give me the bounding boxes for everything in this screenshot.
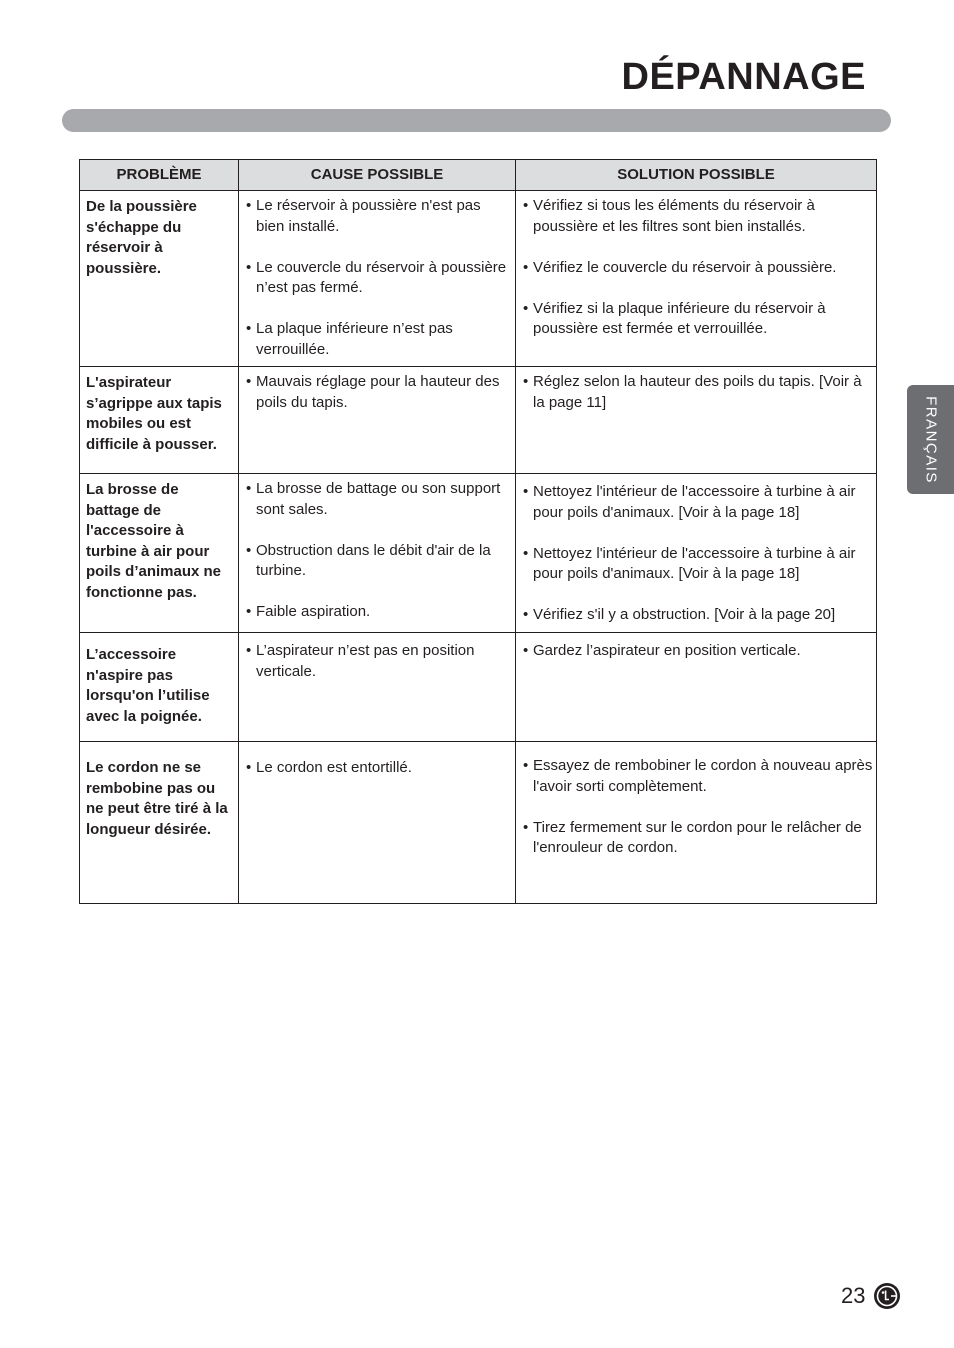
cause-cell	[239, 742, 516, 904]
table-header-row	[80, 160, 877, 191]
cause-cell	[239, 633, 516, 742]
list-item: • Gardez l’aspirateur en position verticale.	[523, 642, 801, 659]
list-item: • Réglez selon la hauteur des poils du tapis. [Voir à la page 11]	[523, 373, 862, 411]
problem-cell: La brosse de battage de l'accessoire à turbine à air pour poils d’animaux ne fonctionne pas.	[80, 474, 239, 633]
list-item: • Nettoyez l'intérieur de l'accessoire à turbine à air pour poils d'animaux. [Voir à la page 18]	[523, 483, 856, 521]
list-item: • Le cordon est entortillé.	[246, 759, 412, 776]
problem-cell: L'aspirateur s’agrippe aux tapis mobiles ou est difficile à pousser.	[80, 367, 239, 474]
solution-cell	[516, 474, 877, 633]
list-item: • La plaque inférieure n’est pas verrouillée.	[246, 320, 453, 358]
cause-cell	[239, 474, 516, 633]
list-item: • Faible aspiration.	[246, 603, 371, 620]
troubleshooting-table	[79, 159, 877, 904]
list-item: • Le couvercle du réservoir à poussière n’est pas fermé.	[246, 258, 507, 296]
title-underline-bar	[62, 109, 891, 132]
list-item: • Essayez de rembobiner le cordon à nouveau après l'avoir sorti complètement.	[523, 757, 873, 795]
list-item: • Obstruction dans le débit d'air de la turbine.	[246, 541, 491, 579]
problem-cell: L’accessoire n'aspire pas lorsqu'on l’utilise avec la poignée.	[80, 633, 239, 742]
list-item: • La brosse de battage ou son support sont sales.	[246, 480, 501, 518]
list-item: • Vérifiez le couvercle du réservoir à poussière.	[523, 258, 837, 276]
table-row	[80, 633, 877, 742]
header-solution: SOLUTION POSSIBLE	[516, 160, 877, 191]
solution-cell	[516, 742, 877, 904]
header-cause: CAUSE POSSIBLE	[239, 160, 516, 191]
cause-cell	[239, 191, 516, 367]
list-item: • Tirez fermement sur le cordon pour le relâcher de l'enrouleur de cordon.	[523, 818, 862, 856]
list-item: • Nettoyez l'intérieur de l'accessoire à turbine à air pour poils d'animaux. [Voir à la page 18]	[523, 544, 856, 582]
lg-logo-icon	[873, 1282, 901, 1310]
problem-cell: Le cordon ne se rembobine pas ou ne peut être tiré à la longueur désirée.	[80, 742, 239, 904]
cause-cell	[239, 367, 516, 474]
solution-cell	[516, 367, 877, 474]
list-item: • Vérifiez s'il y a obstruction. [Voir à la page 20]	[523, 606, 836, 623]
solution-cell	[516, 633, 877, 742]
language-tab	[907, 385, 954, 494]
list-item: • Mauvais réglage pour la hauteur des poils du tapis.	[246, 373, 500, 411]
list-item: • Vérifiez si tous les éléments du réservoir à poussière et les filtres sont bien installés.	[523, 197, 815, 235]
page-title: DÉPANNAGE	[621, 56, 866, 98]
table-row	[80, 367, 877, 474]
table-row	[80, 191, 877, 367]
table-row	[80, 474, 877, 633]
list-item: • Le réservoir à poussière n'est pas bien installé.	[246, 197, 481, 235]
list-item: • Vérifiez si la plaque inférieure du réservoir à poussière est fermée et verrouillée.	[523, 299, 826, 337]
problem-cell: De la poussière s'échappe du réservoir à poussière.	[80, 191, 239, 367]
page-number: 23	[841, 1283, 866, 1308]
solution-cell	[516, 191, 877, 367]
list-item: • L’aspirateur n’est pas en position verticale.	[246, 642, 475, 680]
language-tab-label: FRANÇAIS	[922, 395, 939, 484]
header-problem: PROBLÈME	[80, 160, 239, 191]
table-row	[80, 742, 877, 904]
